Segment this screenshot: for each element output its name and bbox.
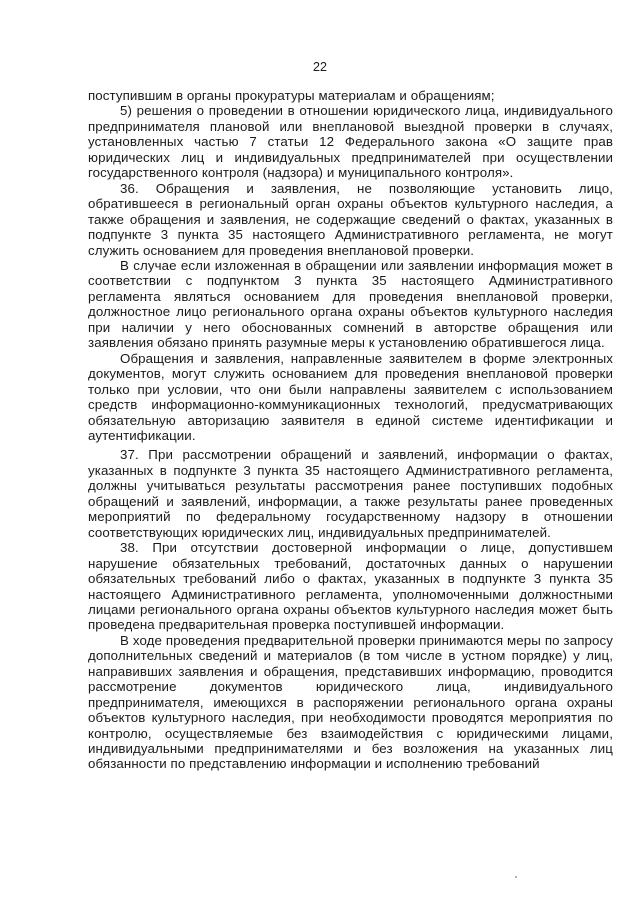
scan-speck [515, 876, 517, 878]
document-body [88, 88, 613, 772]
paragraph-continuation: поступившим в органы прокуратуры материалам и обращениям; [88, 88, 495, 103]
paragraph-36-electronic: Обращения и заявления, направленные заявителем в форме электронных документов, могут служить основанием для проведения внеплановой проверки только при условии, что они были направлены заявителем с использованием средств информационно-коммуникационных технологий, предусматривающих обязательную авторизацию заявителя в единой системе идентификации и аутентификации. [88, 350, 613, 443]
paragraph-item-5: 5) решения о проведении в отношении юридического лица, индивидуального предпринимателя плановой или внеплановой выездной проверки в случаях, установленных частью 7 статьи 12 Федерального закона «О защите прав юридических лиц и индивидуальных предпринимателей при осуществлении государственного контроля (надзора) и муниципального контроля». [88, 103, 613, 181]
paragraph-38-preliminary: В ходе проведения предварительной проверки принимаются меры по запросу дополнительных сведений и материалов (в том числе в устном порядке) у лиц, направивших заявления и обращения, представивших информацию, проводится рассмотрение документов юридического лица, индивидуального предпринимателя, имеющихся в распоряжении регионального органа охраны объектов культурного наследия, при необходимости проводятся мероприятия по контролю, осуществляемые без взаимодействия с юридическими лицами, индивидуальными предпринимателями и без возложения на указанных лиц обязанности по представлению информации и исполнению требований [88, 632, 613, 772]
paragraph-36: 36. Обращения и заявления, не позволяющие установить лицо, обратившееся в региональный орган охраны объектов культурного наследия, а также обращения и заявления, не содержащие сведений о фактах, указанных в подпункте 3 пункта 35 настоящего Административного регламента, не могут служить основанием для проведения внеплановой проверки. [88, 180, 613, 258]
page-number: 22 [313, 60, 327, 74]
paragraph-36-doubt: В случае если изложенная в обращении или заявлении информация может в соответствии с подпунктом 3 пункта 35 настоящего Административного регламента являться основанием для проведения внеплановой проверки, должностное лицо регионального органа охраны объектов культурного наследия при наличии у него обоснованных сомнений в авторстве обращения или заявления обязано принять разумные меры к установлению обратившегося лица. [88, 257, 613, 351]
paragraph-37: 37. При рассмотрении обращений и заявлений, информации о фактах, указанных в подпункте 3 пункта 35 настоящего Административного регламента, должны учитываться результаты рассмотрения ранее поступивших подобных обращений и заявлений, информации, а также результаты ранее проведенных мероприятий по федеральному государственному надзору в отношении соответствующих юридических лиц, индивидуальных предпринимателей. [88, 447, 613, 540]
paragraph-38: 38. При отсутствии достоверной информации о лице, допустившем нарушение обязательных требований, достаточных данных о нарушении обязательных требований либо о фактах, указанных в подпункте 3 пункта 35 настоящего Административного регламента, уполномоченными должностными лицами регионального органа охраны объектов культурного наследия может быть проведена предварительная проверка поступившей информации. [88, 540, 613, 633]
